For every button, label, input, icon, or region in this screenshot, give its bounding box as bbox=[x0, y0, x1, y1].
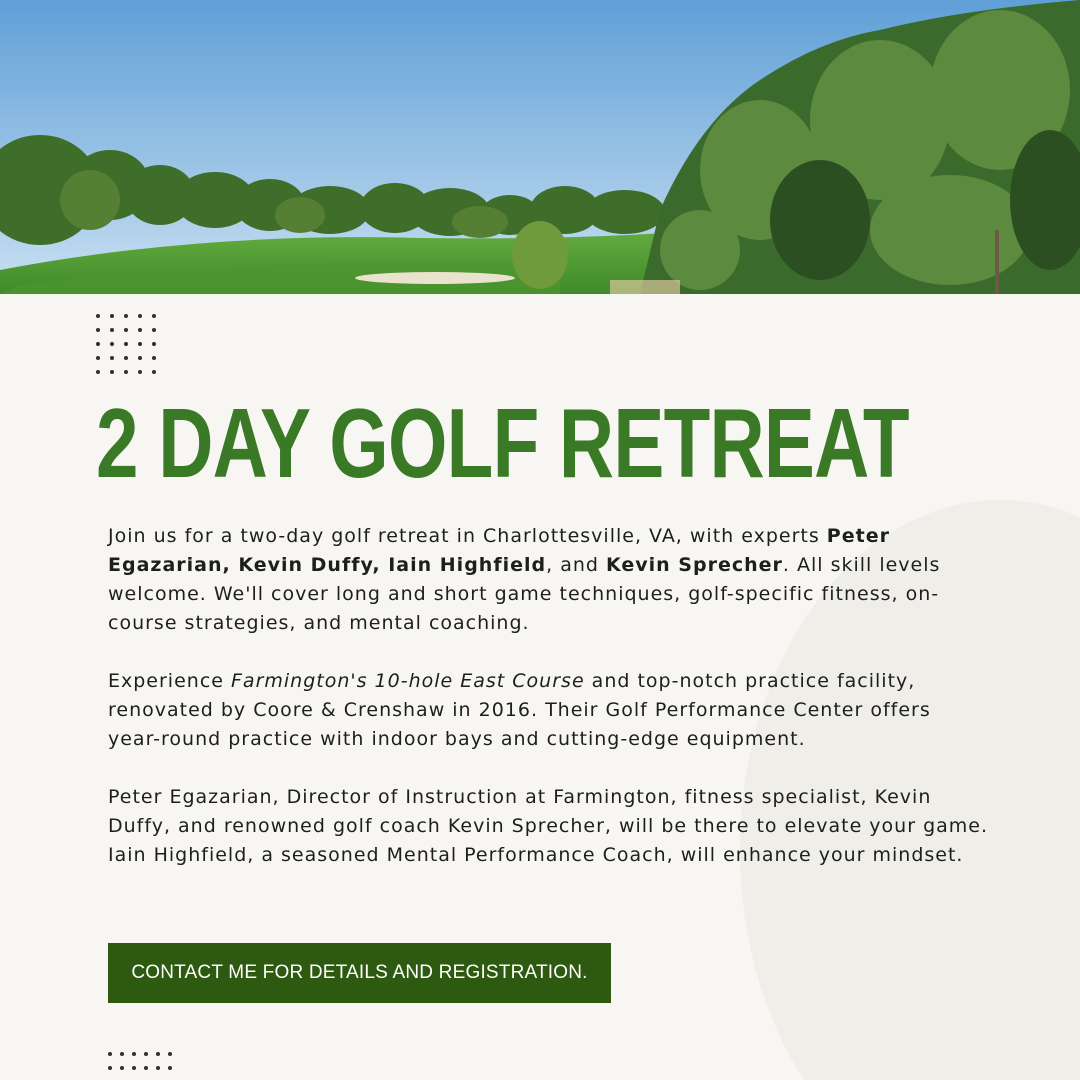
decorative-dot-grid-top bbox=[96, 314, 156, 374]
decorative-dot-grid-bottom bbox=[108, 1052, 172, 1070]
paragraph-coaches: Peter Egazarian, Director of Instruction at Farmington, fitness specialist, Kevin Duffy, and renowned golf coach Kevin Sprecher, will be there to elevate your game. Iain Highfield, a seasoned Mental Performance Coach, will enhance your mindset. bbox=[108, 786, 989, 866]
course-name: Farmington's 10-hole East Course bbox=[231, 670, 585, 692]
paragraph-course-rest: and top-notch practice facility, renovated by Coore & Crenshaw in 2016. Their Golf Performance Center offers year-round practice with indoor bays and cutting-edge equipment. bbox=[108, 670, 931, 750]
hero-golf-course-image bbox=[0, 0, 1080, 294]
experts-names: Peter Egazarian, Kevin Duffy, Iain Highfield bbox=[108, 525, 890, 576]
willow-tree bbox=[512, 221, 568, 289]
paragraph-course bbox=[108, 667, 988, 754]
paragraph-intro-separator: , and bbox=[546, 554, 606, 576]
paragraph-intro bbox=[108, 522, 988, 638]
headline: 2 DAY GOLF RETREAT bbox=[96, 388, 909, 498]
paragraph-intro-text: Join us for a two-day golf retreat in Charlottesville, VA, with experts bbox=[108, 525, 827, 547]
sand-bunker bbox=[355, 272, 515, 284]
content-panel bbox=[0, 294, 1080, 1080]
expert-name-sprecher: Kevin Sprecher bbox=[605, 554, 783, 576]
golf-course-illustration bbox=[0, 0, 1080, 294]
paragraph-intro-rest: . All skill levels welcome. We'll cover long and short game techniques, golf-specific fitness, on-course strategies, and mental coaching. bbox=[108, 554, 941, 634]
paragraph-course-lead: Experience bbox=[108, 670, 231, 692]
description-body bbox=[108, 522, 988, 899]
contact-button[interactable]: CONTACT ME FOR DETAILS AND REGISTRATION. bbox=[108, 943, 611, 1003]
